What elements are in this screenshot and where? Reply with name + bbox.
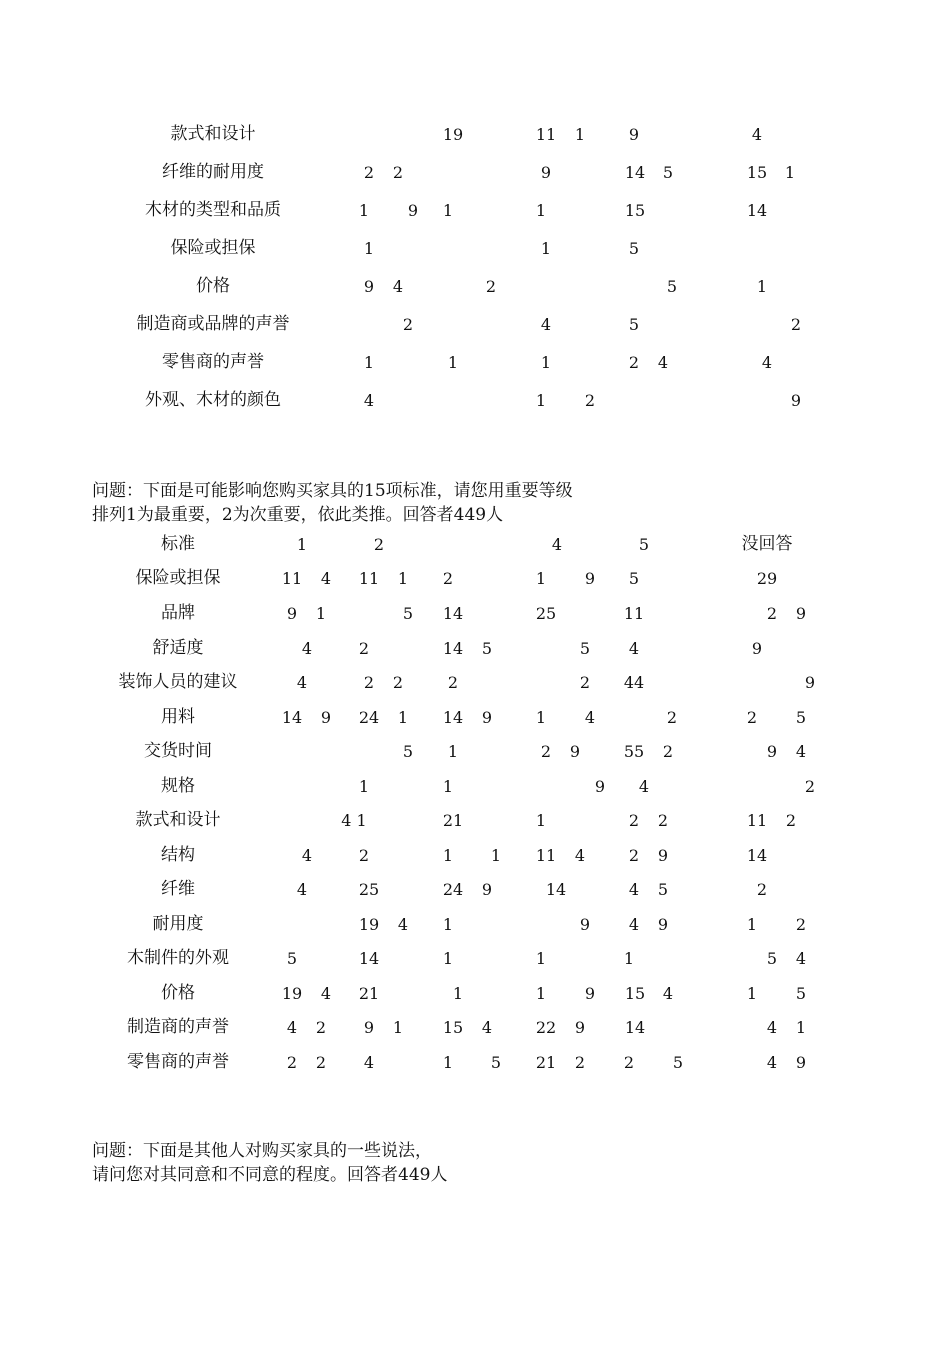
table1-cell: 2: [628, 353, 640, 372]
table2-cell: 4: [574, 846, 586, 865]
table2-cell: 55: [623, 742, 645, 761]
table2-cell: 4: [301, 639, 313, 658]
table2-cell: 4: [397, 915, 409, 934]
table2-cell: 9: [804, 673, 816, 692]
table2-cell: 1: [490, 846, 502, 865]
table2-cell: 5: [657, 880, 669, 899]
table2-cell: 14: [442, 604, 464, 623]
table2-cell: 1: [315, 604, 327, 623]
table2-cell: 1: [442, 915, 454, 934]
table2-cell: 21: [442, 811, 464, 830]
table2-cell: 2: [628, 811, 640, 830]
question3-line1: 问题：下面是其他人对购买家具的一些说法，: [92, 1141, 432, 1161]
table2-cell: 4: [628, 880, 640, 899]
table2-cell: 9: [320, 708, 332, 727]
table2-cell: 2: [442, 569, 454, 588]
table2-cell: 4: [766, 1018, 778, 1037]
table2-cell: 1: [535, 708, 547, 727]
table2-cell: 44: [623, 673, 645, 692]
table2-cell: 4: [301, 846, 313, 865]
table2-cell: 5: [795, 984, 807, 1003]
table1-row-label: 零售商的声誉: [162, 352, 264, 372]
table2-cell: 9: [481, 708, 493, 727]
table2-cell: 4: [628, 915, 640, 934]
table2-cell: 9: [481, 880, 493, 899]
table2-cell: 1: [795, 1018, 807, 1037]
table2-cell: 9: [766, 742, 778, 761]
table1-cell: 1: [784, 163, 796, 182]
table2-cell: 2: [623, 1053, 635, 1072]
table2-cell: 4: [795, 742, 807, 761]
table2-cell: 2: [795, 915, 807, 934]
table2-cell: 4: [296, 673, 308, 692]
table2-cell: 2: [756, 880, 768, 899]
table2-cell: 11: [358, 569, 380, 588]
table2-cell: 1: [442, 846, 454, 865]
table1-cell: 4: [363, 391, 375, 410]
table2-cell: 4: [296, 880, 308, 899]
table2-cell: 4: [320, 984, 332, 1003]
table2-cell: 4: [481, 1018, 493, 1037]
table2-cell: 9: [286, 604, 298, 623]
table2-cell: 1: [535, 984, 547, 1003]
table2-cell: 1: [535, 569, 547, 588]
table2-cell: 4: [766, 1053, 778, 1072]
table2-row-label: 品牌: [161, 603, 195, 623]
table2-cell: 9: [574, 1018, 586, 1037]
table2-cell: 22: [535, 1018, 557, 1037]
table2-cell: 19: [281, 984, 303, 1003]
table1-cell: 1: [756, 277, 768, 296]
table1-cell: 5: [628, 315, 640, 334]
table1-cell: 1: [447, 353, 459, 372]
table2-cell: 9: [795, 604, 807, 623]
table1-cell: 1: [574, 125, 586, 144]
table1-cell: 9: [628, 125, 640, 144]
table2-cell: 14: [442, 639, 464, 658]
table1-cell: 1: [363, 239, 375, 258]
table2-row-label: 保险或担保: [135, 568, 221, 588]
table2-cell: 5: [628, 569, 640, 588]
table2-cell: 9: [751, 639, 763, 658]
table2-cell: 1: [535, 949, 547, 968]
table2-cell: 9: [579, 915, 591, 934]
table1-cell: 1: [540, 239, 552, 258]
table2-cell: 25: [358, 880, 380, 899]
table2-cell: 9: [363, 1018, 375, 1037]
table1-cell: 1: [540, 353, 552, 372]
table2-cell: 1: [623, 949, 635, 968]
table2-cell: 1: [397, 708, 409, 727]
table2-cell: 5: [286, 949, 298, 968]
table2-cell: 1: [358, 777, 370, 796]
table2-cell: 2: [746, 708, 758, 727]
table1-cell: 1: [442, 201, 454, 220]
table2-row-label: 制造商的声誉: [127, 1017, 229, 1037]
table1-cell: 9: [407, 201, 419, 220]
table2-cell: 9: [584, 984, 596, 1003]
table2-cell: 25: [535, 604, 557, 623]
table2-cell: 2: [286, 1053, 298, 1072]
table1-cell: 9: [363, 277, 375, 296]
table1-cell: 19: [442, 125, 464, 144]
table2-cell: 4: [795, 949, 807, 968]
table2-cell: 14: [624, 1018, 646, 1037]
table2-row-label: 用料: [161, 707, 195, 727]
table2-cell: 2: [657, 811, 669, 830]
table2-cell: 21: [358, 984, 380, 1003]
table2-cell: 1: [447, 742, 459, 761]
table2-cell: 2: [392, 673, 404, 692]
table2-cell: 24: [442, 880, 464, 899]
table2-cell: 1: [746, 984, 758, 1003]
table2-cell: 11: [281, 569, 303, 588]
table1-cell: 9: [790, 391, 802, 410]
table1-cell: 15: [624, 201, 646, 220]
table2-cell: 14: [442, 708, 464, 727]
table1-cell: 15: [746, 163, 768, 182]
table1-cell: 4: [761, 353, 773, 372]
table1-cell: 1: [363, 353, 375, 372]
table2-cell: 2: [666, 708, 678, 727]
table2-cell: 1: [392, 1018, 404, 1037]
table2-cell: 14: [358, 949, 380, 968]
table1-cell: 1: [535, 201, 547, 220]
table1-row-label: 制造商或品牌的声誉: [136, 314, 290, 334]
table2-cell: 9: [569, 742, 581, 761]
table2-cell: 15: [624, 984, 646, 1003]
table2-row-label: 木制件的外观: [127, 948, 229, 968]
table1-row-label: 价格: [196, 276, 230, 296]
table2-cell: 4 1: [341, 811, 367, 830]
table2-header-col: 5: [638, 535, 650, 554]
table1-cell: 2: [584, 391, 596, 410]
table1-cell: 1: [358, 201, 370, 220]
table2-header-label: 标准: [161, 534, 195, 554]
table2-cell: 9: [594, 777, 606, 796]
table2-cell: 4: [662, 984, 674, 1003]
table2-row-label: 舒适度: [152, 638, 204, 658]
table1-cell: 5: [662, 163, 674, 182]
table2-cell: 24: [358, 708, 380, 727]
table1-row-label: 款式和设计: [170, 124, 256, 144]
table2-cell: 4: [584, 708, 596, 727]
table2-cell: 11: [746, 811, 768, 830]
table2-cell: 4: [638, 777, 650, 796]
table2-cell: 29: [756, 569, 778, 588]
question2-line1: 问题：下面是可能影响您购买家具的15项标准，请您用重要等级: [92, 481, 573, 501]
table2-cell: 1: [535, 811, 547, 830]
table2-row-label: 交货时间: [144, 741, 212, 761]
table2-cell: 1: [442, 949, 454, 968]
table1-cell: 1: [535, 391, 547, 410]
table2-cell: 2: [315, 1053, 327, 1072]
table2-cell: 1: [746, 915, 758, 934]
table2-cell: 2: [358, 639, 370, 658]
table2-row-label: 耐用度: [152, 914, 204, 934]
table1-cell: 14: [746, 201, 768, 220]
table2-row-label: 装饰人员的建议: [118, 672, 238, 692]
table2-row-label: 规格: [161, 776, 195, 796]
table2-cell: 5: [579, 639, 591, 658]
table2-cell: 9: [657, 915, 669, 934]
table2-cell: 2: [785, 811, 797, 830]
table2-cell: 11: [535, 846, 557, 865]
table2-cell: 4: [628, 639, 640, 658]
table2-cell: 1: [442, 777, 454, 796]
table2-cell: 2: [579, 673, 591, 692]
table1-row-label: 保险或担保: [170, 238, 256, 258]
table2-cell: 1: [452, 984, 464, 1003]
table2-cell: 15: [442, 1018, 464, 1037]
table2-cell: 2: [363, 673, 375, 692]
table2-cell: 9: [657, 846, 669, 865]
table2-cell: 2: [358, 846, 370, 865]
table2-cell: 14: [281, 708, 303, 727]
table1-cell: 4: [392, 277, 404, 296]
question3-line2: 请问您对其同意和不同意的程度。回答者449人: [92, 1165, 448, 1185]
table2-cell: 2: [804, 777, 816, 796]
table2-cell: 1: [442, 1053, 454, 1072]
table2-cell: 2: [662, 742, 674, 761]
table2-cell: 4: [320, 569, 332, 588]
table2-header-col: 4: [551, 535, 563, 554]
table2-cell: 2: [447, 673, 459, 692]
table2-cell: 21: [535, 1053, 557, 1072]
table2-cell: 1: [397, 569, 409, 588]
table1-cell: 2: [363, 163, 375, 182]
table2-cell: 5: [402, 604, 414, 623]
table2-row-label: 价格: [161, 983, 195, 1003]
table1-cell: 2: [402, 315, 414, 334]
table1-row-label: 纤维的耐用度: [162, 162, 264, 182]
table2-cell: 2: [628, 846, 640, 865]
table2-cell: 5: [795, 708, 807, 727]
table2-cell: 4: [363, 1053, 375, 1072]
table2-row-label: 结构: [161, 845, 195, 865]
table2-row-label: 纤维: [161, 879, 195, 899]
table2-cell: 2: [540, 742, 552, 761]
table2-cell: 14: [746, 846, 768, 865]
table1-cell: 14: [624, 163, 646, 182]
table2-cell: 5: [672, 1053, 684, 1072]
table1-cell: 5: [666, 277, 678, 296]
table1-row-label: 外观、木材的颜色: [145, 390, 281, 410]
table1-cell: 5: [628, 239, 640, 258]
table2-cell: 5: [402, 742, 414, 761]
table2-cell: 19: [358, 915, 380, 934]
table2-cell: 5: [490, 1053, 502, 1072]
table2-row-label: 零售商的声誉: [127, 1052, 229, 1072]
table2-row-label: 款式和设计: [135, 810, 221, 830]
table1-cell: 2: [392, 163, 404, 182]
table1-row-label: 木材的类型和品质: [145, 200, 281, 220]
table2-header-col: 2: [373, 535, 385, 554]
table1-cell: 9: [540, 163, 552, 182]
table2-cell: 11: [623, 604, 645, 623]
table1-cell: 4: [540, 315, 552, 334]
table2-cell: 4: [286, 1018, 298, 1037]
table2-cell: 5: [481, 639, 493, 658]
table2-cell: 14: [545, 880, 567, 899]
table1-cell: 4: [751, 125, 763, 144]
table1-cell: 4: [657, 353, 669, 372]
table2-cell: 9: [584, 569, 596, 588]
table2-cell: 2: [766, 604, 778, 623]
table2-cell: 9: [795, 1053, 807, 1072]
table2-cell: 2: [315, 1018, 327, 1037]
question2-line2: 排列1为最重要，2为次重要，依此类推。回答者449人: [92, 505, 504, 525]
table1-cell: 2: [790, 315, 802, 334]
table2-cell: 5: [766, 949, 778, 968]
table2-header-col-no-answer: 没回答: [741, 534, 793, 554]
table2-header-col: 1: [296, 535, 308, 554]
table1-cell: 2: [485, 277, 497, 296]
table1-cell: 11: [535, 125, 557, 144]
table2-cell: 2: [574, 1053, 586, 1072]
